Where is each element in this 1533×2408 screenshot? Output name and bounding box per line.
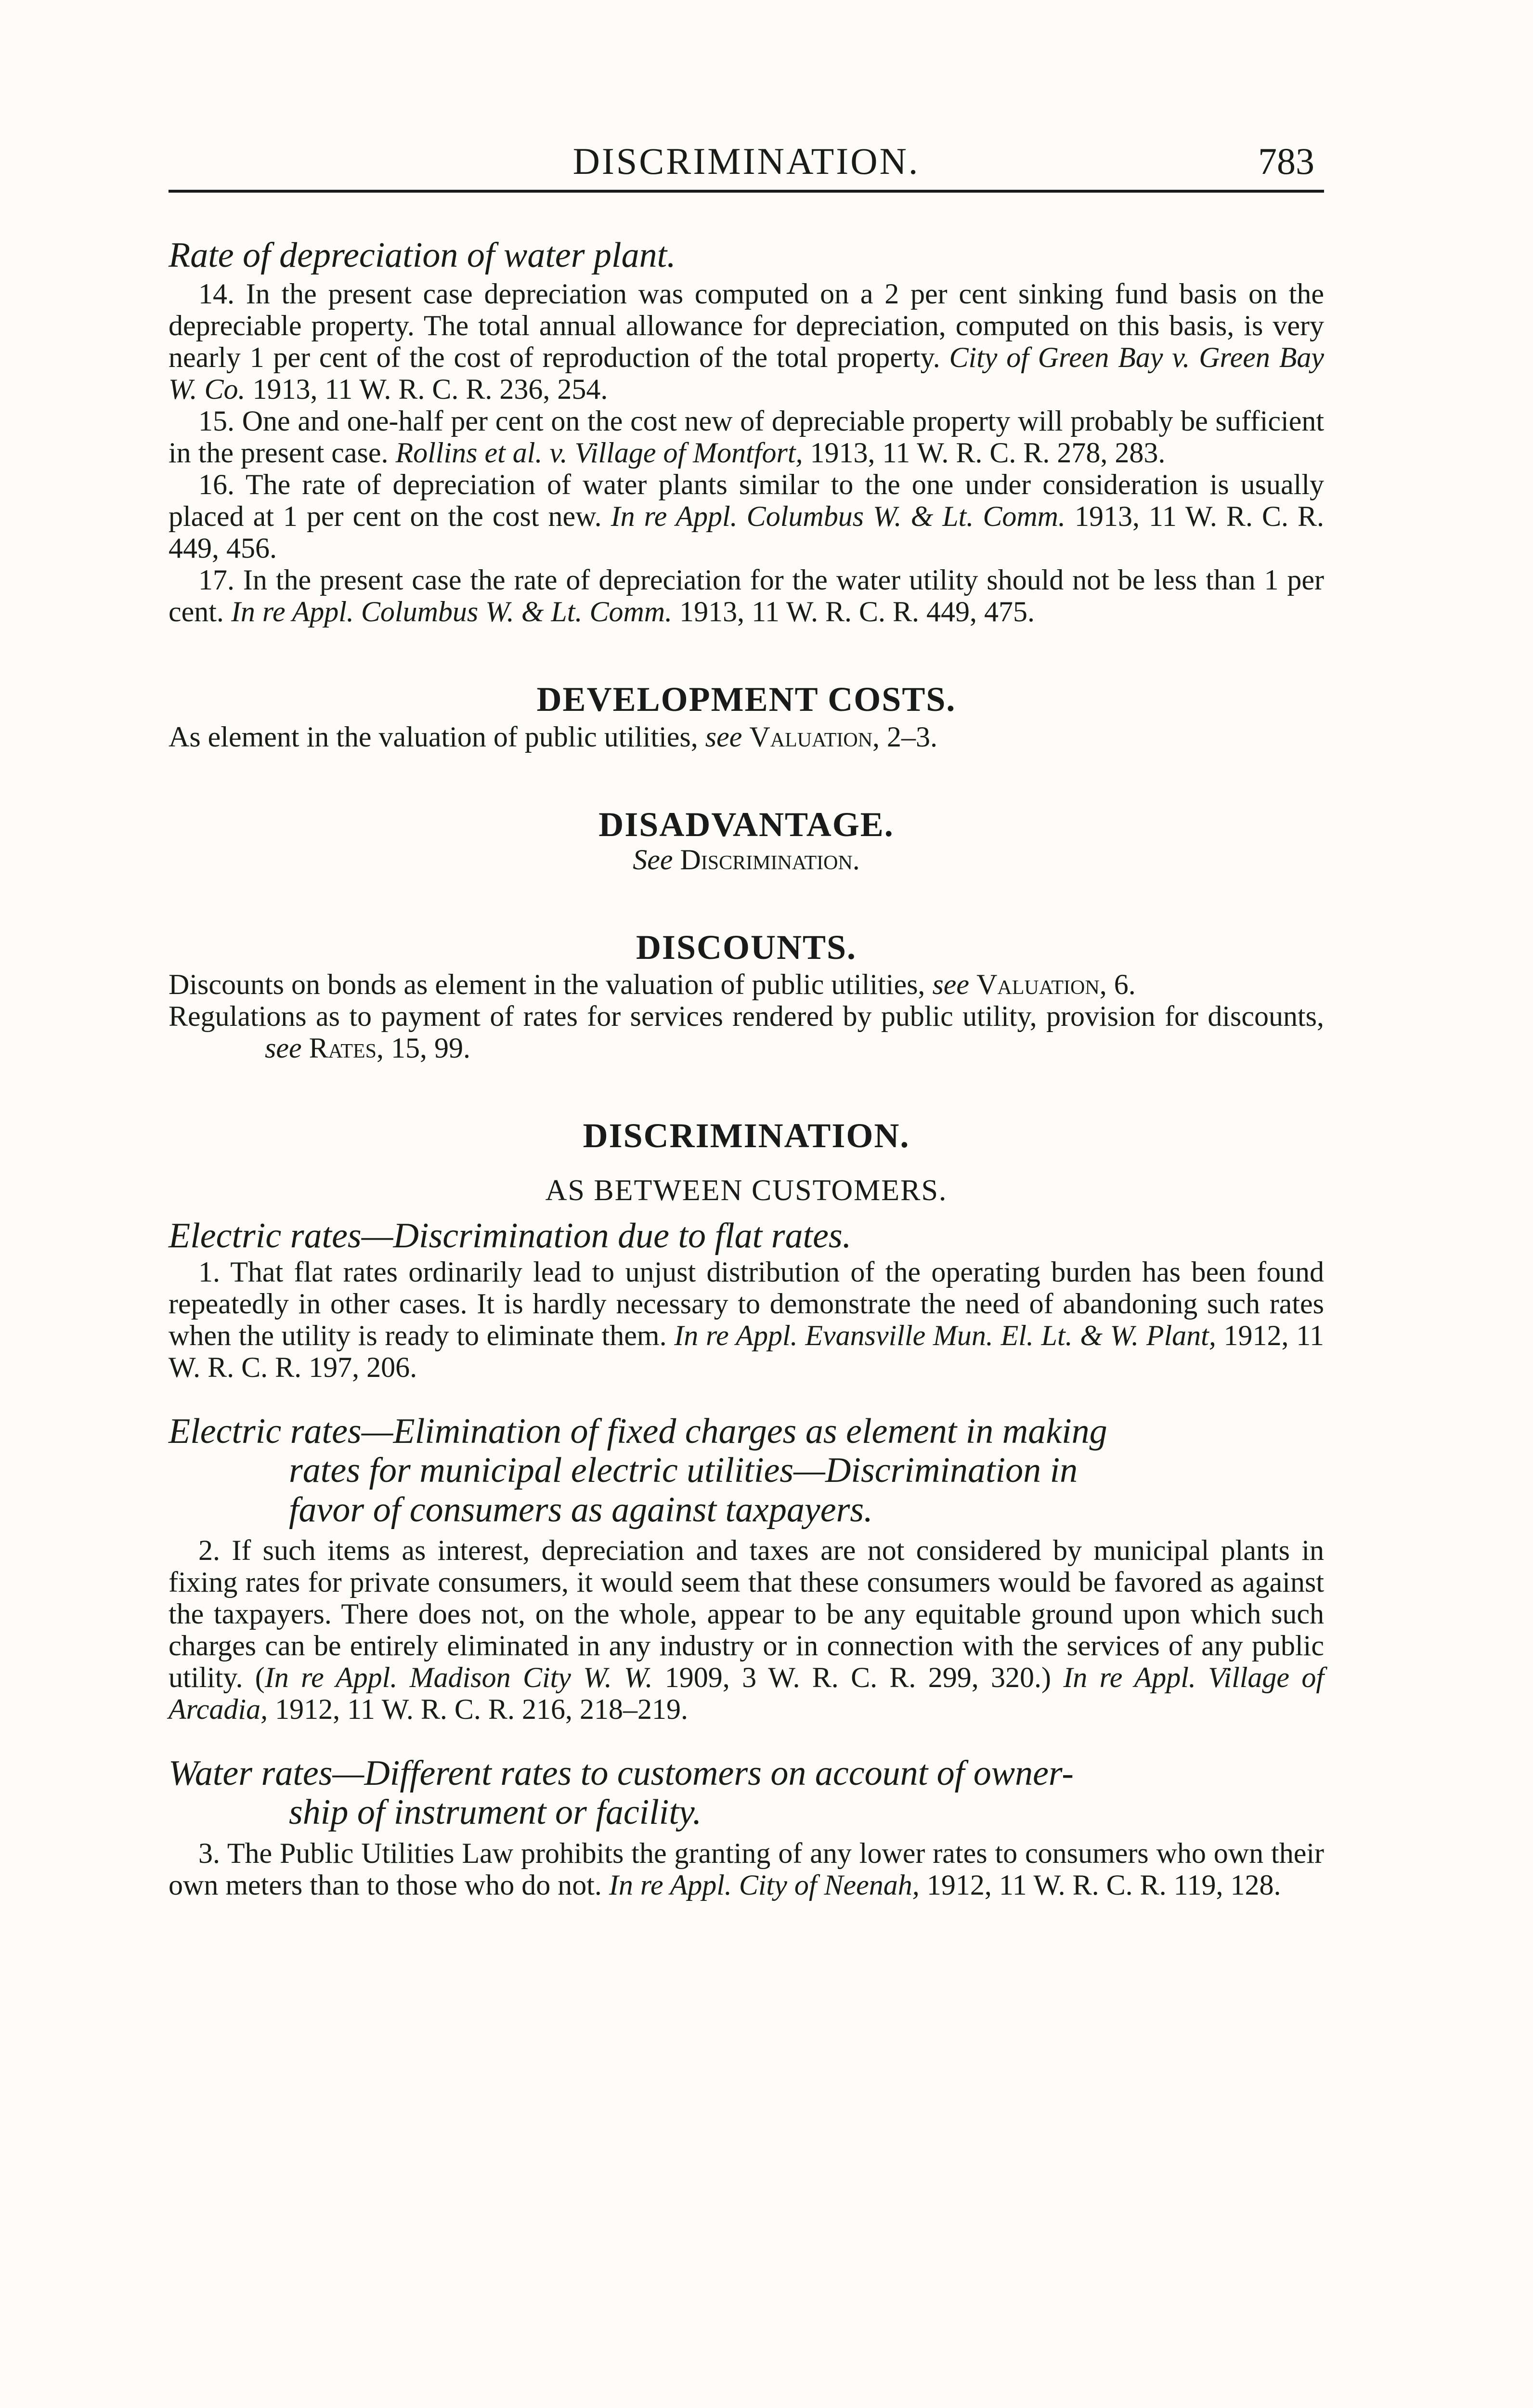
subsection-between-customers: AS BETWEEN CUSTOMERS. bbox=[545, 1174, 948, 1207]
entry-development-costs: As element in the valuation of public utilities, see Valuation, 2–3. bbox=[169, 720, 938, 753]
heading-disadvantage: DISADVANTAGE. bbox=[598, 805, 894, 844]
paragraph-14: 14. In the present case depreciation was computed on a 2 per cent sinking fund basis on the depreciable property. The total annual allowance for depreciation, computed on this basis, is very nearly 1 per cent of the cost of reproduction of the total property. City of Green Bay v. Green Bay W. Co. 1913, 11 W. R. C. R. 236, 254. bbox=[169, 278, 1324, 406]
paragraph-15: 15. One and one-half per cent on the cost new of depreciable property will probably be sufficient in the present case. Rollins et al. v. Village of Montfort, 1913, 11 W. R. C. R. 278, 283. bbox=[169, 405, 1324, 469]
running-title: DISCRIMINATION. bbox=[572, 140, 920, 182]
subhead-flat-rates: Electric rates—Discrimination due to flat rates. bbox=[169, 1216, 852, 1256]
content bbox=[169, 236, 1324, 1901]
see-discrimination: See Discrimination. bbox=[633, 843, 860, 876]
subhead-depreciation: Rate of depreciation of water plant. bbox=[169, 236, 676, 275]
entry-discounts-regulations: Regulations as to payment of rates for services rendered by public utility, provision for discounts, see Rates, 15, 99. bbox=[169, 1000, 1324, 1064]
header-rule bbox=[169, 190, 1324, 193]
heading-development-costs: DEVELOPMENT COSTS. bbox=[536, 680, 956, 719]
subhead-water-rates: Water rates—Different rates to customers on account of owner- ship of instrument or facility. bbox=[169, 1753, 1074, 1832]
entry-discounts-bonds: Discounts on bonds as element in the valuation of public utilities, see Valuation, 6. bbox=[169, 968, 1136, 1000]
paragraph-1: 1. That flat rates ordinarily lead to unjust distribution of the operating burden has been found repeatedly in other cases. It is hardly necessary to demonstrate the need of abandoning such rates when the utility is ready to eliminate them. In re Appl. Evansville Mun. El. Lt. & W. Plant, 1912, 11 W. R. C. R. 197, 206. bbox=[169, 1256, 1324, 1383]
heading-discounts: DISCOUNTS. bbox=[636, 928, 857, 967]
paragraph-16: 16. The rate of depreciation of water plants similar to the one under consideration is usually placed at 1 per cent on the cost new. In re Appl. Columbus W. & Lt. Comm. 1913, 11 W. R. C. R. 449, 456. bbox=[169, 469, 1325, 564]
paragraph-17: 17. In the present case the rate of depreciation for the water utility should not be less than 1 per cent. In re Appl. Columbus W. & Lt. Comm. 1913, 11 W. R. C. R. 449, 475. bbox=[169, 564, 1324, 628]
paragraph-3: 3. The Public Utilities Law prohibits the granting of any lower rates to consumers who own their own meters than to those who do not. In re Appl. City of Neenah, 1912, 11 W. R. C. R. 119, 128. bbox=[169, 1837, 1324, 1901]
heading-discrimination: DISCRIMINATION. bbox=[583, 1116, 910, 1155]
page-number: 783 bbox=[1258, 140, 1314, 182]
subhead-fixed-charges: Electric rates—Elimination of fixed charges as element in making rates for municipal electric utilities—Discrimination in favor of consumers as against taxpayers. bbox=[169, 1411, 1107, 1530]
running-head bbox=[169, 141, 1324, 189]
paragraph-2: 2. If such items as interest, depreciation and taxes are not considered by municipal plants in fixing rates for private consumers, it would seem that these consumers would be favored as against the taxpayers. There does not, on the whole, appear to be any equitable ground upon which such charges can be entirely eliminated in any industry or in connection with the services of any public utility. (In re Appl. Madison City W. W. 1909, 3 W. R. C. R. 299, 320.) In re Appl. Village of Arcadia, 1912, 11 W. R. C. R. 216, 218–219. bbox=[169, 1534, 1325, 1725]
